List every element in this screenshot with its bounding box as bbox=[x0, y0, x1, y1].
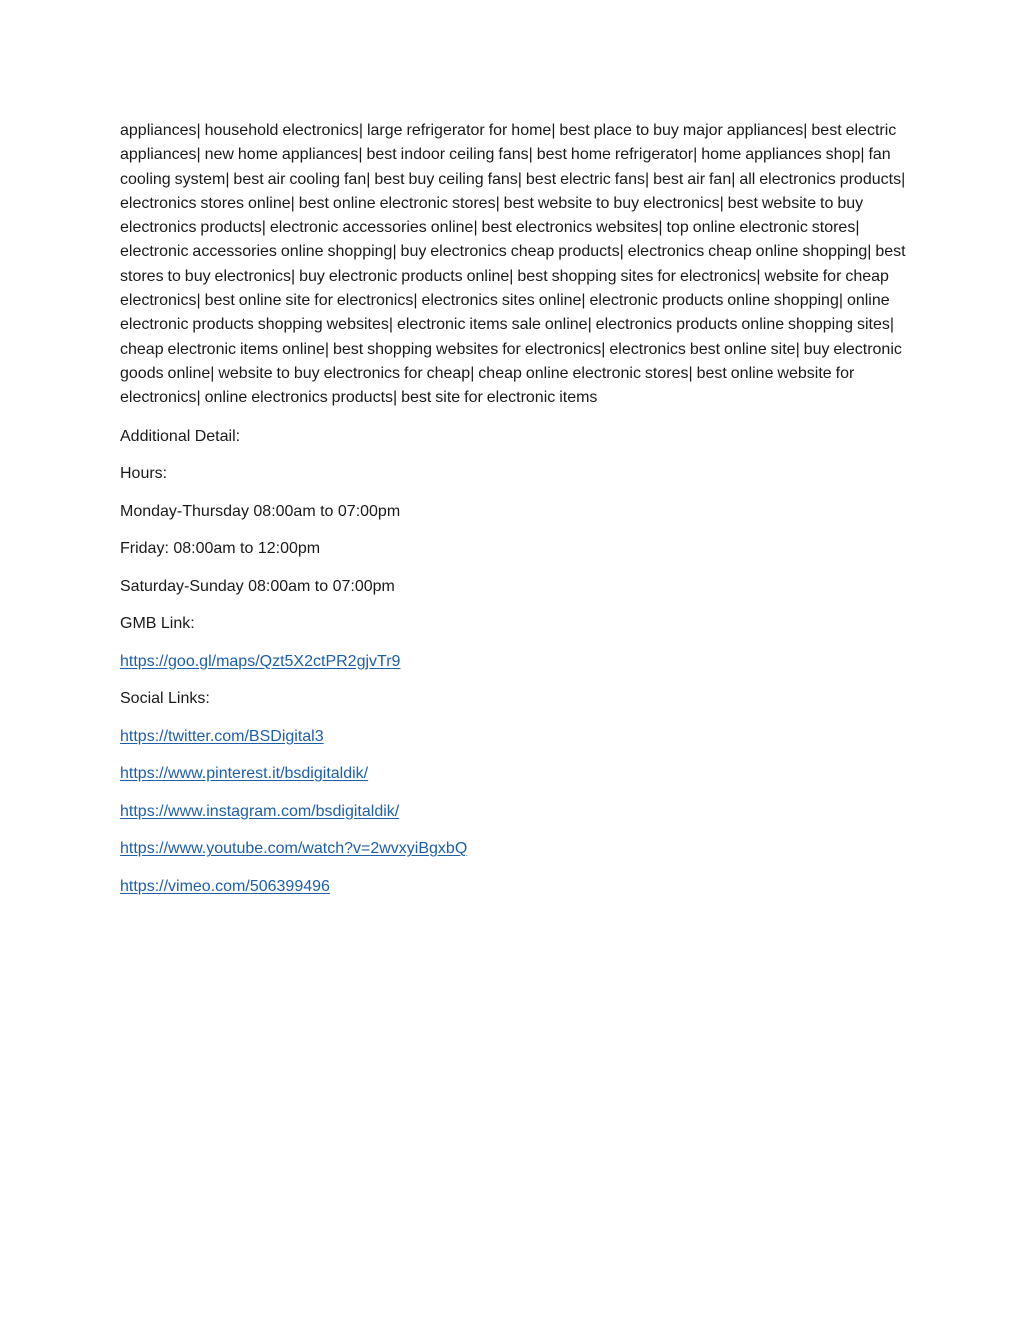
gmb-link-row bbox=[120, 650, 910, 674]
pinterest-link[interactable]: https://www.pinterest.it/bsdigitaldik/ bbox=[120, 765, 369, 783]
hours-monday-thursday: Monday-Thursday 08:00am to 07:00pm bbox=[120, 502, 401, 520]
twitter-link-row bbox=[120, 725, 910, 749]
instagram-link[interactable]: https://www.instagram.com/bsdigitaldik/ bbox=[120, 802, 400, 820]
social-links-label: Social Links: bbox=[120, 690, 210, 708]
gmb-link-label: GMB Link: bbox=[120, 615, 195, 633]
youtube-link[interactable]: https://www.youtube.com/watch?v=2wvxyiBgxbQ bbox=[120, 840, 468, 858]
hours-friday: Friday: 08:00am to 12:00pm bbox=[120, 540, 321, 558]
pinterest-link-row bbox=[120, 762, 910, 786]
gmb-link[interactable]: https://goo.gl/maps/Qzt5X2ctPR2gjvTr9 bbox=[120, 652, 401, 670]
document-page bbox=[120, 119, 910, 912]
twitter-link[interactable]: https://twitter.com/BSDigital3 bbox=[120, 727, 324, 745]
hours-label: Hours: bbox=[120, 465, 168, 483]
keywords-paragraph: appliances| household electronics| large refrigerator for home| best place to buy major appliances| best electric appliances| new home appliances| best indoor ceiling fans| best home refrigerator| home appliances shop| fan cooling system| best air cooling fan| best buy ceiling fans| best electric fans| best air fan| all electronics products| electronics stores online| best online electronic stores| best website to buy electronics| best website to buy electronics products| electronic accessories online| best electronics websites| top online electronic stores| electronic accessories online shopping| buy electronics cheap products| electronics cheap online shopping| best stores to buy electronics| buy electronic products online| best shopping sites for electronics| website for cheap electronics| best online site for electronics| electronics sites online| electronic products online shopping| online electronic products shopping websites| electronic items sale online| electronics products online shopping sites| cheap electronic items online| best shopping websites for electronics| electronics best online site| buy electronic goods online| website to buy electronics for cheap| cheap online electronic stores| best online website for electronics| online electronics products| best site for electronic items bbox=[120, 122, 906, 407]
vimeo-link[interactable]: https://vimeo.com/506399496 bbox=[120, 877, 330, 895]
vimeo-link-row bbox=[120, 875, 910, 899]
additional-detail-label: Additional Detail: bbox=[120, 427, 241, 445]
instagram-link-row bbox=[120, 800, 910, 824]
hours-saturday-sunday: Saturday-Sunday 08:00am to 07:00pm bbox=[120, 577, 395, 595]
youtube-link-row bbox=[120, 837, 910, 861]
